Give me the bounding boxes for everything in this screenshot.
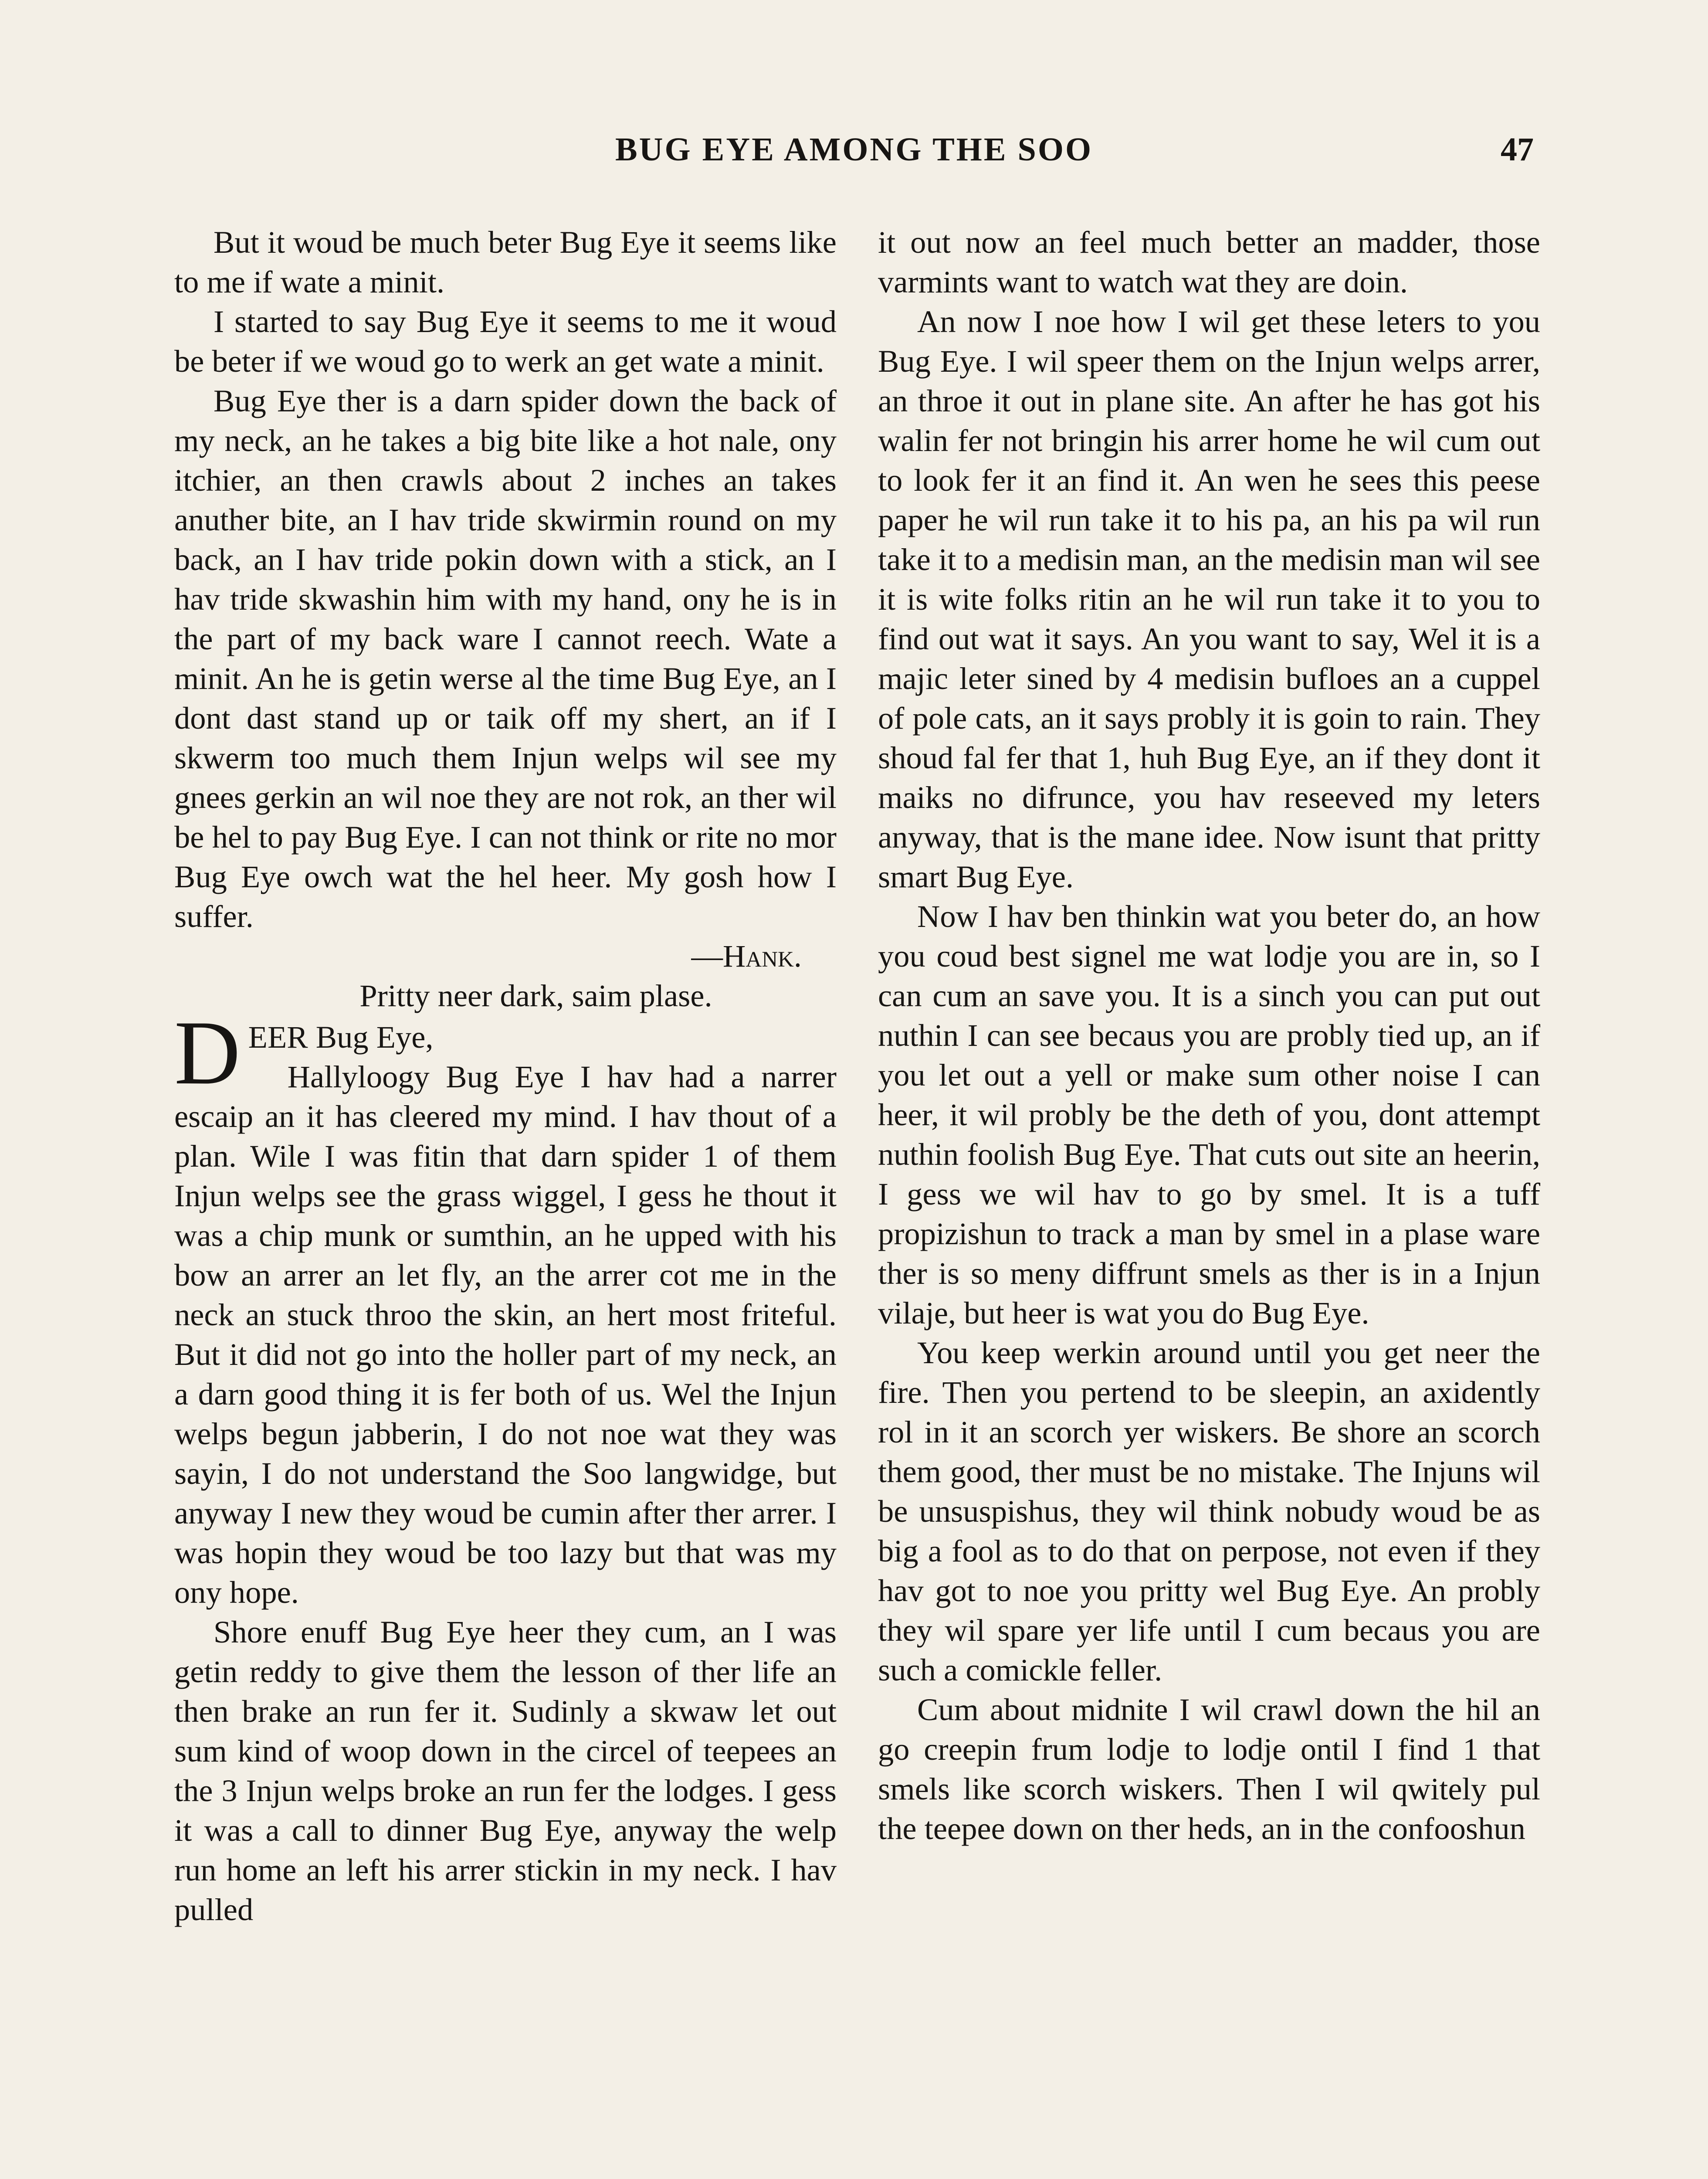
- paragraph: Shore enuff Bug Eye heer they cum, an I was getin reddy to give them the lesson of ther life an then brake an run fer it. Sudinly a skwaw let out sum kind of woop down in the circel of teepees an the 3 Injun welps broke an run fer the lodges. I gess it was a call to dinner Bug Eye, anyway the welp run home an left his arrer stickin in my neck. I hav pulled: [174, 1614, 837, 1927]
- paragraph: Hallyloogy Bug Eye I hav had a narrer escaip an it has cleered my mind. I hav thout of a plan. Wile I was fitin that darn spider 1 of them Injun welps see the grass wiggel, I gess he thout it was a chip munk or sumthin, an he upped with his bow an arrer an let fly, an the arrer cot me in the neck an stuck throo the skin, an hert most friteful. But it did not go into the holler part of my neck, an a darn good thing it is fer both of us. Wel the Injun welps begun jabberin, I do not noe wat they was sayin, I do not understand the Soo langwidge, but anyway I new they woud be cumin after ther arrer. I was hopin they woud be too lazy but that was my ony hope.: [174, 1059, 837, 1610]
- paragraph: You keep werkin around until you get neer the fire. Then you pertend to be sleepin, an axidently rol in it an scorch yer wiskers. Be shore an scorch them good, ther must be no mistake. The Injuns wil be unsuspishus, they wil think nobudy woud be as big a fool as to do that on perpose, not even if they hav got to noe you pritty wel Bug Eye. An probly they wil spare yer life until I cum becaus you are such a comickle feller.: [878, 1335, 1540, 1687]
- paragraph: But it woud be much beter Bug Eye it seems like to me if wate a minit.: [174, 224, 837, 299]
- salutation: EER Bug Eye,: [248, 1019, 434, 1055]
- paragraph: An now I noe how I wil get these leters to you Bug Eye. I wil speer them on the Injun welps arrer, an throe it out in plane site. An after he has got his walin fer not bringin his arrer home he wil cum out to look fer it an find it. An wen he sees this peese paper he wil run take it to his pa, an his pa wil run take it to a medisin man, an the medisin man wil see it is wite folks ritin an he wil run take it to you to find out wat it says. An you want to say, Wel it is a majic leter sined by 4 medisin bufloes an a cuppel of pole cats, an it says probly it is goin to rain. They shoud fal fer that 1, huh Bug Eye, an if they dont it maiks no difrunce, you hav reseeved my leters anyway, that is the mane idee. Now isunt that pritty smart Bug Eye.: [878, 304, 1540, 894]
- left-column: [174, 222, 837, 1929]
- paragraph: Cum about midnite I wil crawl down the hil an go creepin frum lodje to lodje ontil I find 1 that smels like scorch wiskers. Then I wil qwitely pul the teepee down on ther heds, an in the confooshun: [878, 1692, 1540, 1846]
- letter-opening: [174, 1002, 837, 1612]
- page-number: 47: [1501, 131, 1534, 168]
- signature: [174, 936, 837, 976]
- paragraph: I started to say Bug Eye it seems to me it woud be beter if we woud go to werk an get wate a minit.: [174, 304, 837, 379]
- right-column: [878, 222, 1540, 1848]
- paragraph: it out now an feel much better an madder, those varmints want to watch wat they are doin.: [878, 224, 1540, 299]
- page-header: [174, 131, 1534, 179]
- signature-dash: —: [691, 938, 723, 974]
- drop-cap: D: [174, 1002, 241, 1103]
- running-title: BUG EYE AMONG THE SOO: [615, 131, 1093, 168]
- signature-name: Hank.: [723, 938, 802, 974]
- dateline: Pritty neer dark, saim plase.: [359, 978, 712, 1013]
- paragraph: Bug Eye ther is a darn spider down the back of my neck, an he takes a big bite like a hot nale, ony itchier, an then crawls about 2 inches an takes anuther bite, an I hav tride skwirmin round on my back, an I hav tride pokin down with a stick, an I hav tride skwashin him with my hand, ony he is in the part of my back ware I cannot reech. Wate a minit. An he is getin werse al the time Bug Eye, an I dont dast stand up or taik off my shert, an if I skwerm too much them Injun welps wil see my gnees gerkin an wil noe they are not rok, an ther wil be hel to pay Bug Eye. I can not think or rite no mor Bug Eye owch wat the hel heer. My gosh how I suffer.: [174, 383, 837, 934]
- paragraph: Now I hav ben thinkin wat you beter do, an how you coud best signel me wat lodje you are in, so I can cum an save you. It is a sinch you can put out nuthin I can see becaus you are probly tied up, an if you let out a yell or make sum other noise I can heer, it wil probly be the deth of you, dont attempt nuthin foolish Bug Eye. That cuts out site an heerin, I gess we wil hav to go by smel. It is a tuff propizishun to track a man by smel in a plase ware ther is so meny diffrunt smels as ther is in a Injun vilaje, but heer is wat you do Bug Eye.: [878, 899, 1540, 1330]
